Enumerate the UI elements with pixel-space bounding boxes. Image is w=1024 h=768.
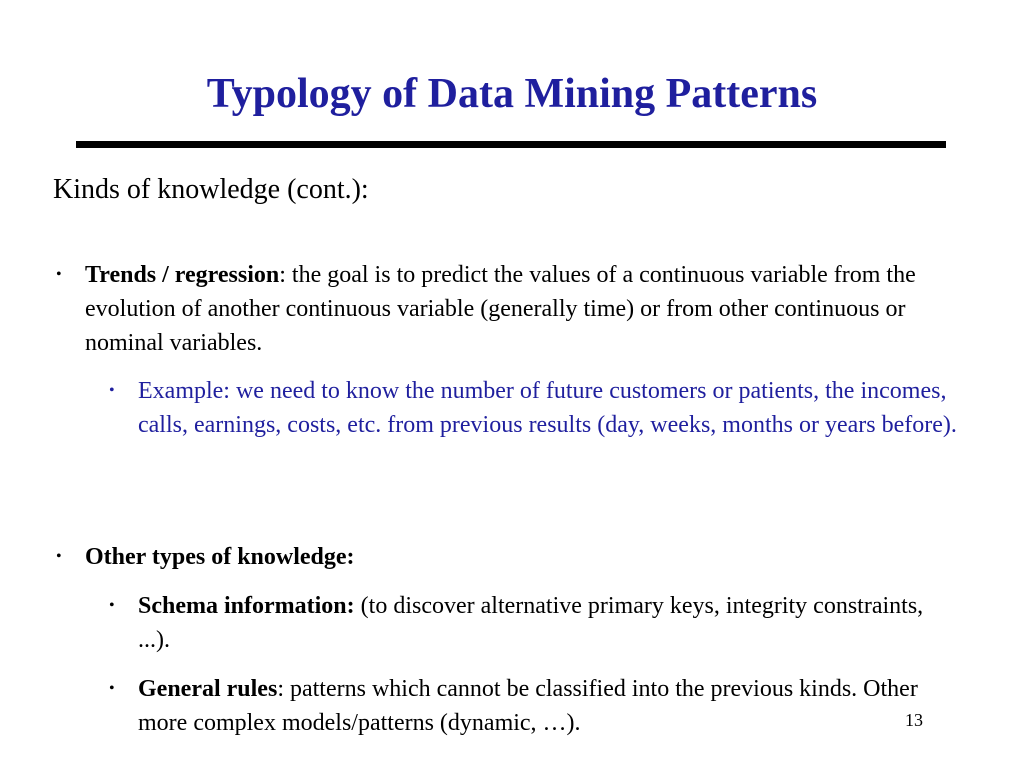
sub-bullet-example bbox=[109, 374, 958, 442]
bullet-other-types bbox=[56, 540, 955, 574]
page-number: 13 bbox=[905, 710, 923, 730]
bullet-dot-icon: • bbox=[109, 597, 115, 614]
sub-bullet-general-rules bbox=[109, 672, 928, 740]
bullet-term: Trends / regression bbox=[85, 262, 280, 288]
sub-bullet-schema-information bbox=[109, 589, 958, 657]
bullet-trends-regression bbox=[56, 258, 955, 360]
bullet-dot-icon: • bbox=[109, 382, 115, 399]
sub-bullet-term: General rules bbox=[138, 676, 278, 702]
sub-bullet-text: (to discover alternative primary keys, integrity constraints, ...). bbox=[138, 593, 924, 653]
bullet-dot-icon: • bbox=[56, 266, 62, 283]
bullet-term: Other types of knowledge: bbox=[85, 544, 355, 570]
sub-bullet-text: : patterns which cannot be classified into the previous kinds. Other more complex models/patterns (dynamic, …). bbox=[138, 676, 918, 736]
sub-bullet-text: Example: we need to know the number of future customers or patients, the incomes, calls, earnings, costs, etc. from previous results (day, weeks, months or years before). bbox=[138, 378, 957, 438]
slide-subtitle: Kinds of knowledge (cont.): bbox=[53, 174, 369, 205]
title-divider bbox=[76, 141, 946, 148]
bullet-dot-icon: • bbox=[109, 680, 115, 697]
slide-title: Typology of Data Mining Patterns bbox=[206, 71, 818, 117]
sub-bullet-term: Schema information: bbox=[138, 593, 355, 619]
bullet-text: : the goal is to predict the values of a continuous variable from the evolution of another continuous variable (generally time) or from other continuous or nominal variables. bbox=[85, 262, 916, 356]
bullet-dot-icon: • bbox=[56, 548, 62, 565]
